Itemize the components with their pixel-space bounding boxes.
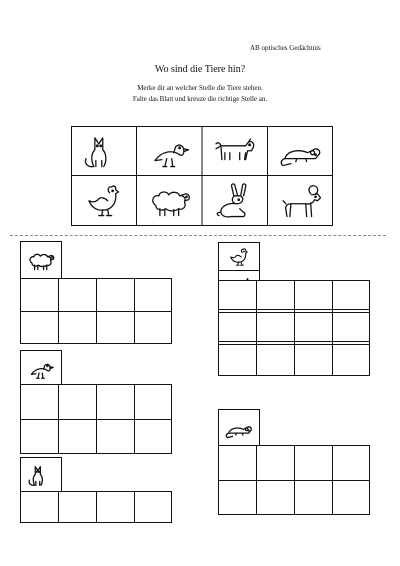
grid-cell-dog xyxy=(210,131,260,171)
grid-cell-goat xyxy=(276,181,326,221)
answer-grid-mouse[interactable] xyxy=(218,445,370,515)
answer-grid-sheep[interactable] xyxy=(20,278,172,344)
chicken-icon xyxy=(223,246,255,268)
fold-line xyxy=(10,235,386,236)
answer-icon-bird xyxy=(20,350,62,386)
instruction-line-1: Merke dir an welcher Stelle die Tiere stehen. xyxy=(137,84,263,92)
sheep-icon xyxy=(145,181,195,221)
grid-cell-sheep xyxy=(145,181,195,221)
answer-grid-cat[interactable] xyxy=(20,491,172,523)
answer-icon-cat xyxy=(20,457,62,493)
sheep-icon xyxy=(25,245,57,275)
answer-icon-mouse xyxy=(218,409,260,447)
grid-separator xyxy=(218,309,370,310)
instruction-line-2: Falte das Blatt und kreuze die richtige Stelle an. xyxy=(132,95,268,103)
goat-icon xyxy=(276,181,326,221)
answer-icon-chicken xyxy=(218,242,260,272)
mouse-icon xyxy=(276,131,326,171)
grid-cell-cat xyxy=(79,131,129,171)
grid-cell-chicken xyxy=(79,181,129,221)
grid-cell-bird xyxy=(145,131,195,171)
grid-cell-rabbit xyxy=(210,181,260,221)
answer-icon-sheep xyxy=(20,241,62,279)
grid-cell-mouse xyxy=(276,131,326,171)
mouse-icon xyxy=(223,413,255,443)
worksheet-label: AB optisches Gedächtnis xyxy=(250,44,321,52)
cat-icon xyxy=(79,131,129,171)
answer-grid-chicken-dog[interactable] xyxy=(218,280,370,376)
grid-separator xyxy=(218,341,370,342)
rabbit-icon xyxy=(210,181,260,221)
bird-icon xyxy=(145,131,195,171)
bird-icon xyxy=(25,354,57,382)
cat-icon xyxy=(25,461,57,489)
page-title: Wo sind die Tiere hin? xyxy=(154,64,246,75)
answer-grid-bird[interactable] xyxy=(20,384,172,454)
chicken-icon xyxy=(79,181,129,221)
dog-icon xyxy=(210,131,260,171)
